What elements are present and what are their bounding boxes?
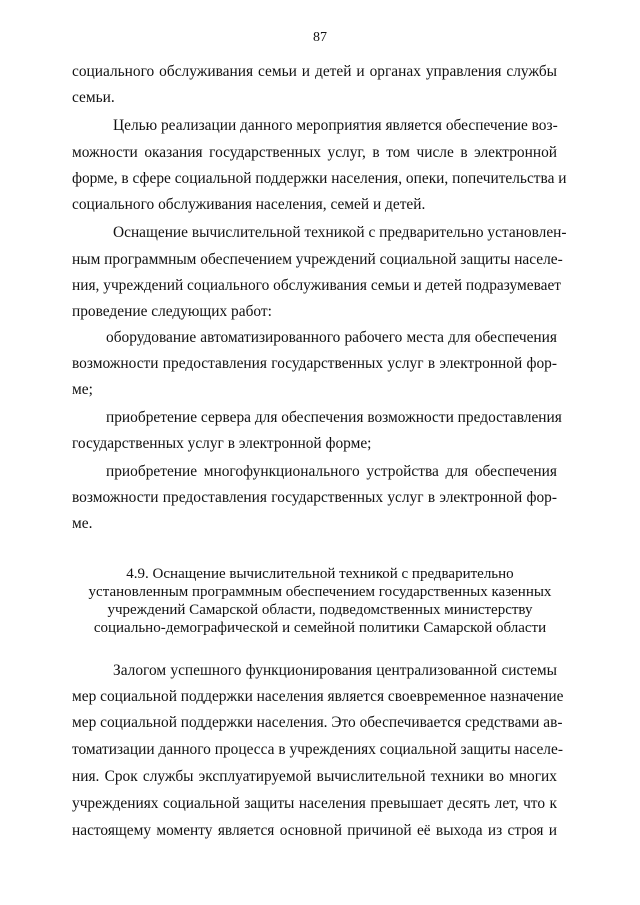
heading-line: учреждений Самарской области, подведомственных министерству (107, 602, 533, 618)
text-line: проведение следующих работ: (72, 303, 272, 320)
text-line: оборудование автоматизированного рабочего места для обеспечения (106, 329, 557, 346)
text-line: томатизации данного процесса в учреждениях социальной защиты населе- (72, 741, 563, 758)
text-line: мер социальной поддержки населения является своевременное назначение (72, 688, 564, 705)
text-line: приобретение многофункционального устройства для обеспечения (106, 463, 557, 480)
text-line: Целью реализации данного мероприятия является обеспечение воз- (113, 117, 558, 134)
text-line: ным программным обеспечением учреждений социальной защиты населе- (72, 251, 563, 268)
text-line: настоящему моменту является основной причиной её выхода из строя и (72, 822, 557, 839)
text-line: Залогом успешного функционирования централизованной системы (113, 662, 557, 679)
text-line: форме, в сфере социальной поддержки населения, опеки, попечительства и (72, 170, 567, 187)
text-line: государственных услуг в электронной форме; (72, 435, 372, 452)
text-line: приобретение сервера для обеспечения возможности предоставления (106, 409, 562, 426)
text-line: социального обслуживания семьи и детей и органах управления службы (72, 63, 557, 80)
text-line: социального обслуживания населения, семей и детей. (72, 196, 426, 213)
text-line: Оснащение вычислительной техникой с предварительно установлен- (113, 224, 567, 241)
page-number: 87 (313, 30, 327, 45)
text-line: мер социальной поддержки населения. Это обеспечивается средствами ав- (72, 714, 563, 731)
text-line: можности оказания государственных услуг, в том числе в электронной (72, 144, 557, 161)
heading-line: социально-демографической и семейной политики Самарской области (93, 620, 547, 636)
text-line: ме; (72, 381, 93, 398)
text-line: ния. Срок службы эксплуатируемой вычислительной техники во многих (72, 768, 557, 785)
text-line: учреждениях социальной защиты населения превышает десять лет, что к (72, 795, 557, 812)
text-line: ния, учреждений социального обслуживания семьи и детей подразумевает (72, 277, 562, 294)
text-line: возможности предоставления государственных услуг в электронной фор- (72, 489, 557, 506)
heading-line: установленным программным обеспечением государственных казенных (88, 584, 552, 600)
text-line: семьи. (72, 89, 115, 106)
heading-line: 4.9. Оснащение вычислительной техникой с предварительно (126, 566, 514, 582)
text-line: ме. (72, 515, 93, 532)
text-line: возможности предоставления государственных услуг в электронной фор- (72, 355, 557, 372)
